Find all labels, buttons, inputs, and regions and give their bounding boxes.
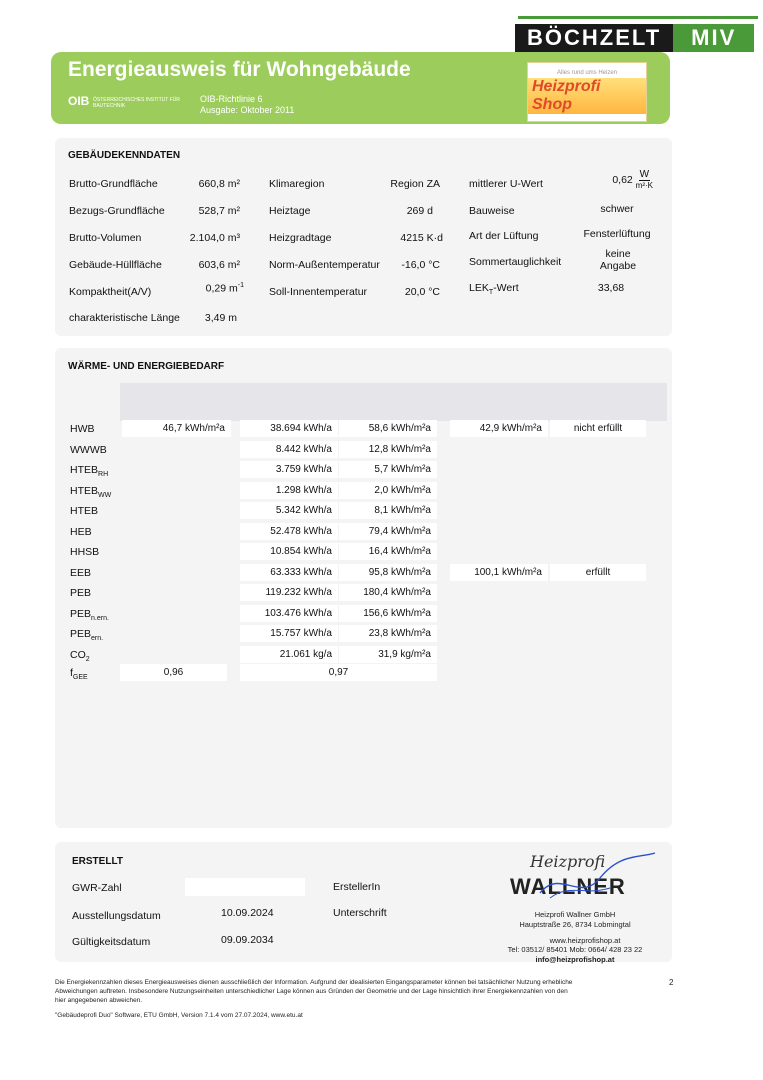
energy-row-label xyxy=(70,546,99,558)
fgee-sub: GEE xyxy=(72,674,88,682)
energy-absolute-value: 21.061 kg/a xyxy=(240,646,338,663)
gebaeudekenndaten-title: GEBÄUDEKENNDATEN xyxy=(68,150,181,161)
energy-status-value: nicht erfüllt xyxy=(550,420,646,437)
ausstellung-label: Ausstellungsdatum xyxy=(72,910,161,922)
brand-part2: MIV xyxy=(673,24,754,52)
col-head-standort xyxy=(233,383,453,421)
energy-row-label-text: PEB xyxy=(70,587,92,599)
huellflaeche-value: 603,6 m² xyxy=(198,259,240,271)
stamp-line2: Hauptstraße 26, 8734 Lobmingtal xyxy=(519,920,631,929)
gueltig-value: 09.09.2034 xyxy=(221,934,274,946)
oib-meta xyxy=(200,94,294,116)
heiztage-value: 269 d xyxy=(406,205,433,217)
lueftung-label: Art der Lüftung xyxy=(469,230,539,242)
energy-row-label xyxy=(70,608,109,622)
col-head-referenz xyxy=(120,383,239,421)
u-wert-unit-den: m²·K xyxy=(635,181,653,190)
disclaimer-line2: Abweichungen auftreten. Insbesondere Nutzungseinheiten unterschiedlicher Lage können aus Gründen der Geometrie und der Lage hinsichtlich ihrer Energiekennzahlen von den xyxy=(55,988,568,995)
norm-aussentemp-label: Norm-Außentemperatur xyxy=(269,259,380,271)
disclaimer-line3: hier angegebenen abweichen. xyxy=(55,997,143,1004)
energy-specific-value: 180,4 kWh/m²a xyxy=(339,584,437,601)
disclaimer xyxy=(55,978,655,1005)
software-note: "Gebäudeprofi Duo" Software, ETU GmbH, Version 7.1.4 vom 27.07.2024, www.etu.at xyxy=(55,1012,303,1019)
energy-absolute-value: 119.232 kWh/a xyxy=(240,584,338,601)
brutto-grundflaeche-label: Brutto-Grundfläche xyxy=(69,178,158,190)
huellflaeche-label: Gebäude-Hüllfläche xyxy=(69,259,162,271)
energy-absolute-value: 3.759 kWh/a xyxy=(240,461,338,478)
brand-line xyxy=(518,16,758,19)
energy-specific-value: 156,6 kWh/m²a xyxy=(339,605,437,622)
energy-requirement-value: 100,1 kWh/m²a xyxy=(450,564,548,581)
energy-row-label-sub: 2 xyxy=(85,656,90,664)
sommertauglichkeit-label: Sommertauglichkeit xyxy=(469,256,562,268)
sommertauglichkeit-value: keine Angabe xyxy=(599,248,637,272)
bauweise-label: Bauweise xyxy=(469,205,515,217)
stamp-script: Heizprofi xyxy=(530,852,606,871)
lek-value: 33,68 xyxy=(597,282,625,294)
unterschrift-label: Unterschrift xyxy=(333,907,387,919)
page-number: 2 xyxy=(669,978,674,987)
energy-row-label-text: HWB xyxy=(70,423,95,435)
kompaktheit-exponent: -1 xyxy=(237,282,244,289)
energy-row-label xyxy=(70,628,103,642)
bezugs-grundflaeche-label: Bezugs-Grundfläche xyxy=(69,205,165,217)
energy-specific-value: 16,4 kWh/m²a xyxy=(339,543,437,560)
stamp-line5: info@heizprofishop.at xyxy=(535,955,615,964)
ausstellung-value: 10.09.2024 xyxy=(221,907,274,919)
fgee-ref-value: 0,96 xyxy=(120,664,227,681)
company-stamp xyxy=(490,848,660,966)
energy-absolute-value: 103.476 kWh/a xyxy=(240,605,338,622)
shop-logo-name: Heizprofi Shop xyxy=(528,78,646,114)
energy-row-label-sub: RH xyxy=(98,471,109,479)
energy-row-label xyxy=(70,587,91,599)
heizprofi-shop-logo xyxy=(527,62,647,122)
energy-specific-value: 23,8 kWh/m²a xyxy=(339,625,437,642)
energy-specific-value: 31,9 kg/m²a xyxy=(339,646,437,663)
energy-row-label-text: HTEB xyxy=(70,464,99,476)
energy-status-value: erfüllt xyxy=(550,564,646,581)
energy-specific-value: 79,4 kWh/m²a xyxy=(339,523,437,540)
energy-row-label-sub: WW xyxy=(98,492,112,500)
klimaregion-label: Klimaregion xyxy=(269,178,325,190)
lek-sub: T xyxy=(488,289,494,297)
heiztage-label: Heiztage xyxy=(269,205,311,217)
u-wert-unit xyxy=(636,170,653,190)
energy-row-label xyxy=(70,505,98,517)
energiebedarf-title: WÄRME- UND ENERGIEBEDARF xyxy=(68,361,225,372)
energy-row-label-sub: ern. xyxy=(91,635,104,643)
soll-innentemp-label: Soll-Innentemperatur xyxy=(269,286,368,298)
signature-mark xyxy=(490,848,660,908)
energy-row-label xyxy=(70,526,92,538)
energy-row-label xyxy=(70,423,95,435)
gwr-label: GWR-Zahl xyxy=(72,882,122,894)
energy-row-label-text: HEB xyxy=(70,526,92,538)
soll-innentemp-value: 20,0 °C xyxy=(404,286,440,298)
col-head-anforderung xyxy=(447,383,667,421)
heizgradtage-label: Heizgradtage xyxy=(269,232,332,244)
energy-absolute-value: 10.854 kWh/a xyxy=(240,543,338,560)
fgee-label xyxy=(70,667,88,681)
bezugs-grundflaeche-value: 528,7 m² xyxy=(198,205,240,217)
disclaimer-line1: Die Energiekennzahlen dieses Energieausweises dienen ausschließlich der Information. Aufgrund der idealisierten Eingangsparameter können bei tatsächlicher Nutzung erhebliche xyxy=(55,979,573,986)
energy-absolute-value: 5.342 kWh/a xyxy=(240,502,338,519)
energy-absolute-value: 8.442 kWh/a xyxy=(240,441,338,458)
erstellt-title: ERSTELLT xyxy=(72,856,123,867)
stamp-line3: www.heizprofishop.at xyxy=(549,936,621,945)
richtlinie-text: OIB-Richtlinie 6 xyxy=(200,94,263,104)
energy-row-label xyxy=(70,444,107,456)
fgee-value: 0,97 xyxy=(240,664,437,681)
stamp-line4: Tel: 03512/ 85401 Mob: 0664/ 428 23 22 xyxy=(507,945,643,954)
energy-row-label-sub: n.ern. xyxy=(91,615,109,623)
energy-row-label-text: PEB xyxy=(70,628,92,640)
energy-row-label xyxy=(70,649,90,663)
energy-row-label-text: WWWB xyxy=(70,444,107,456)
stamp-line1: Heizprofi Wallner GmbH xyxy=(534,910,616,919)
energy-row-label-text: HHSB xyxy=(70,546,100,558)
energy-specific-value: 5,7 kWh/m²a xyxy=(339,461,437,478)
lek-text: LEK xyxy=(469,282,489,294)
char-laenge-value: 3,49 m xyxy=(204,312,237,324)
energy-absolute-value: 63.333 kWh/a xyxy=(240,564,338,581)
energy-row-label xyxy=(70,567,91,579)
shop-logo-tagline: Alles rund ums Heizen xyxy=(556,70,618,76)
brutto-volumen-value: 2.104,0 m³ xyxy=(189,232,240,244)
ausgabe-text: Ausgabe: Oktober 2011 xyxy=(200,105,295,115)
energy-absolute-value: 52.478 kWh/a xyxy=(240,523,338,540)
ersteller-label: ErstellerIn xyxy=(333,881,381,893)
energy-absolute-value: 38.694 kWh/a xyxy=(240,420,338,437)
energy-ref-value: 46,7 kWh/m²a xyxy=(122,420,231,437)
oib-logo-text: OIB xyxy=(68,94,90,108)
kompaktheit-value xyxy=(160,282,244,295)
klimaregion-value: Region ZA xyxy=(390,178,440,190)
energy-row-label xyxy=(70,485,111,499)
lek-suffix: -Wert xyxy=(493,282,519,294)
energy-row-label-text: HTEB xyxy=(70,505,99,517)
gueltig-label: Gültigkeitsdatum xyxy=(72,936,151,948)
energy-row-label-text: EEB xyxy=(70,567,92,579)
energy-absolute-value: 1.298 kWh/a xyxy=(240,482,338,499)
u-wert-unit-num: W xyxy=(639,169,650,180)
kompaktheit-label: Kompaktheit(A/V) xyxy=(69,286,152,298)
energy-row-label-text: CO xyxy=(70,649,86,661)
heizgradtage-value: 4215 K·d xyxy=(400,232,443,244)
page-title: Energieausweis für Wohngebäude xyxy=(68,58,411,81)
oib-subtitle: ÖSTERREICHISCHES INSTITUT FÜR BAUTECHNIK xyxy=(93,97,180,109)
oib-logo-mark xyxy=(68,94,90,108)
char-laenge-label: charakteristische Länge xyxy=(69,312,180,324)
bauweise-value: schwer xyxy=(600,203,634,215)
fgee-text: f xyxy=(70,667,73,679)
kompaktheit-number: 0,29 m xyxy=(205,282,238,295)
energy-row-label xyxy=(70,464,108,478)
u-wert-value xyxy=(575,170,653,190)
brand-logo xyxy=(515,24,754,52)
energy-specific-value: 95,8 kWh/m²a xyxy=(339,564,437,581)
gwr-value xyxy=(185,878,305,896)
lek-label xyxy=(469,282,519,296)
brand-part1: BÖCHZELT xyxy=(515,24,673,52)
energy-row-label-text: HTEB xyxy=(70,485,99,497)
energy-requirement-value: 42,9 kWh/m²a xyxy=(450,420,548,437)
u-wert-number: 0,62 xyxy=(612,174,633,186)
energy-absolute-value: 15.757 kWh/a xyxy=(240,625,338,642)
energy-specific-value: 58,6 kWh/m²a xyxy=(339,420,437,437)
u-wert-label: mittlerer U-Wert xyxy=(469,178,543,190)
brutto-grundflaeche-value: 660,8 m² xyxy=(198,178,240,190)
energy-specific-value: 8,1 kWh/m²a xyxy=(339,502,437,519)
energy-specific-value: 12,8 kWh/m²a xyxy=(339,441,437,458)
energy-specific-value: 2,0 kWh/m²a xyxy=(339,482,437,499)
lueftung-value: Fensterlüftung xyxy=(583,228,651,240)
norm-aussentemp-value: -16,0 °C xyxy=(401,259,440,271)
energy-row-label-text: PEB xyxy=(70,608,92,620)
stamp-logo: WALLNER xyxy=(510,874,626,899)
brutto-volumen-label: Brutto-Volumen xyxy=(69,232,142,244)
